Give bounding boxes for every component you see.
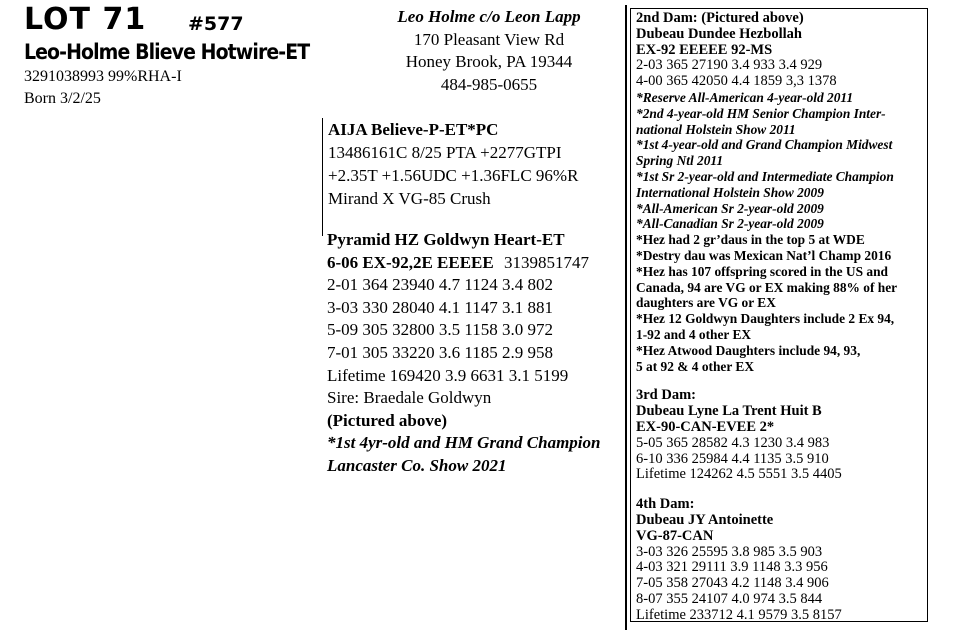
third-dam-record: Lifetime 124262 4.5 5551 3.5 4405 [636,466,842,483]
second-dam-note: *Destry dau was Mexican Nat’l Champ 2016 [636,247,892,263]
birth-date: Born 3/2/25 [24,90,101,107]
animal-name: Leo-Holme Blieve Hotwire-ET [24,40,310,64]
fourth-dam-heading: 4th Dam: [636,496,695,513]
consignor-street: 170 Pleasant View Rd [413,29,565,49]
second-dam-note: daughters are VG or EX [636,295,776,311]
column-divider [625,5,627,630]
third-dam-name: Dubeau Lyne La Trent Huit B [636,403,822,420]
fourth-dam-name: Dubeau JY Antoinette [636,511,774,528]
dam-block [327,229,600,478]
fourth-dam-record: 3-03 326 25595 3.8 985 3.5 903 [636,543,823,560]
second-dam-record: 2-03 365 27190 3.4 933 3.4 929 [636,57,823,74]
second-dam-note: *All-Canadian Sr 2-year-old 2009 [636,216,824,232]
consignor-phone: 484-985-0655 [440,74,538,94]
dam-id: 3139851747 [503,252,589,272]
sire-block [322,118,578,236]
fourth-dam-classification: VG-87-CAN [636,527,714,544]
second-dam-note: *2nd 4-year-old HM Senior Champion Inter- [636,105,886,121]
second-dam-note: *Hez Atwood Daughters include 94, 93, [636,342,861,358]
dam-note: *1st 4yr-old and HM Grand Champion [327,433,601,453]
registration-info: 3291038993 99%RHA-I [24,68,182,85]
fourth-dam-record: 7-05 358 27043 4.2 1148 3.4 906 [636,575,829,592]
second-dam-heading: 2nd Dam: (Pictured above) [636,10,804,26]
lot-title: LOT 71 [24,2,147,37]
second-dam-note: International Holstein Show 2009 [636,184,824,200]
fourth-dam-record: 8-07 355 24107 4.0 974 3.5 844 [636,590,823,607]
dam-classification: 6-06 EX-92,2E EEEEE [327,252,494,272]
second-dam-note: *Hez 12 Goldwyn Daughters include 2 Ex 94, [636,311,895,327]
sire-info-line: Mirand X VG-85 Crush [328,189,491,208]
second-dam-note: 1-92 and 4 other EX [636,326,752,342]
second-dam-note: Spring Ntl 2011 [636,153,724,169]
second-dam-name: Dubeau Dundee Hezbollah [636,25,802,42]
sire-info-line: 13486161C 8/25 PTA +2277GTPI [328,143,562,162]
sire-info-line: +2.35T +1.56UDC +1.36FLC 96%R [328,166,579,185]
second-dam-note: national Holstein Show 2011 [636,121,796,137]
dam-record: 5-09 305 32800 3.5 1158 3.0 972 [327,320,554,340]
third-dam-classification: EX-90-CAN-EVEE 2* [636,418,775,435]
second-dam-note: *Reserve All-American 4-year-old 2011 [636,89,854,105]
second-dam-note: *1st 4-year-old and Grand Champion Midwest [636,137,893,153]
fourth-dam-record: Lifetime 233712 4.1 9579 3.5 8157 [636,606,842,623]
sire-name: AIJA Believe-P-ET*PC [328,120,499,139]
pedigree-box [630,8,928,622]
consignor-block [330,6,648,96]
fourth-dam-record: 4-03 321 29111 3.9 1148 3.3 956 [636,559,828,576]
third-dam-record: 6-10 336 25984 4.4 1135 3.5 910 [636,450,829,467]
consignor-name: Leo Holme c/o Leon Lapp [397,7,581,26]
dam-record: 2-01 364 23940 4.7 1124 3.4 802 [327,275,554,295]
dam-pictured: (Pictured above) [327,410,448,430]
second-dam-note: 5 at 92 & 4 other EX [636,358,755,374]
second-dam-record: 4-00 365 42050 4.4 1859 3,3 1378 [636,73,837,90]
third-dam-record: 5-05 365 28582 4.3 1230 3.4 983 [636,434,830,451]
dam-note: Lancaster Co. Show 2021 [327,455,507,475]
second-dam-note: *Hez has 107 offspring scored in the US and [636,263,888,279]
second-dam-note: *Hez had 2 gr’daus in the top 5 at WDE [636,232,865,248]
dam-sire: Sire: Braedale Goldwyn [327,388,492,408]
third-dam-heading: 3rd Dam: [636,387,697,404]
dam-record: 3-03 330 28040 4.1 1147 3.1 881 [327,297,554,317]
second-dam-classification: EX-92 EEEEE 92-MS [636,41,773,58]
dam-record: 7-01 305 33220 3.6 1185 2.9 958 [327,342,554,362]
second-dam-note: *All-American Sr 2-year-old 2009 [636,200,824,216]
second-dam-note: Canada, 94 are VG or EX making 88% of her [636,279,898,295]
lot-number: #577 [188,13,244,35]
consignor-city: Honey Brook, PA 19344 [405,52,573,71]
dam-lifetime: Lifetime 169420 3.9 6631 3.1 5199 [327,365,569,385]
second-dam-note: *1st Sr 2-year-old and Intermediate Champion [636,168,894,184]
dam-name: Pyramid HZ Goldwyn Heart-ET [327,230,565,249]
